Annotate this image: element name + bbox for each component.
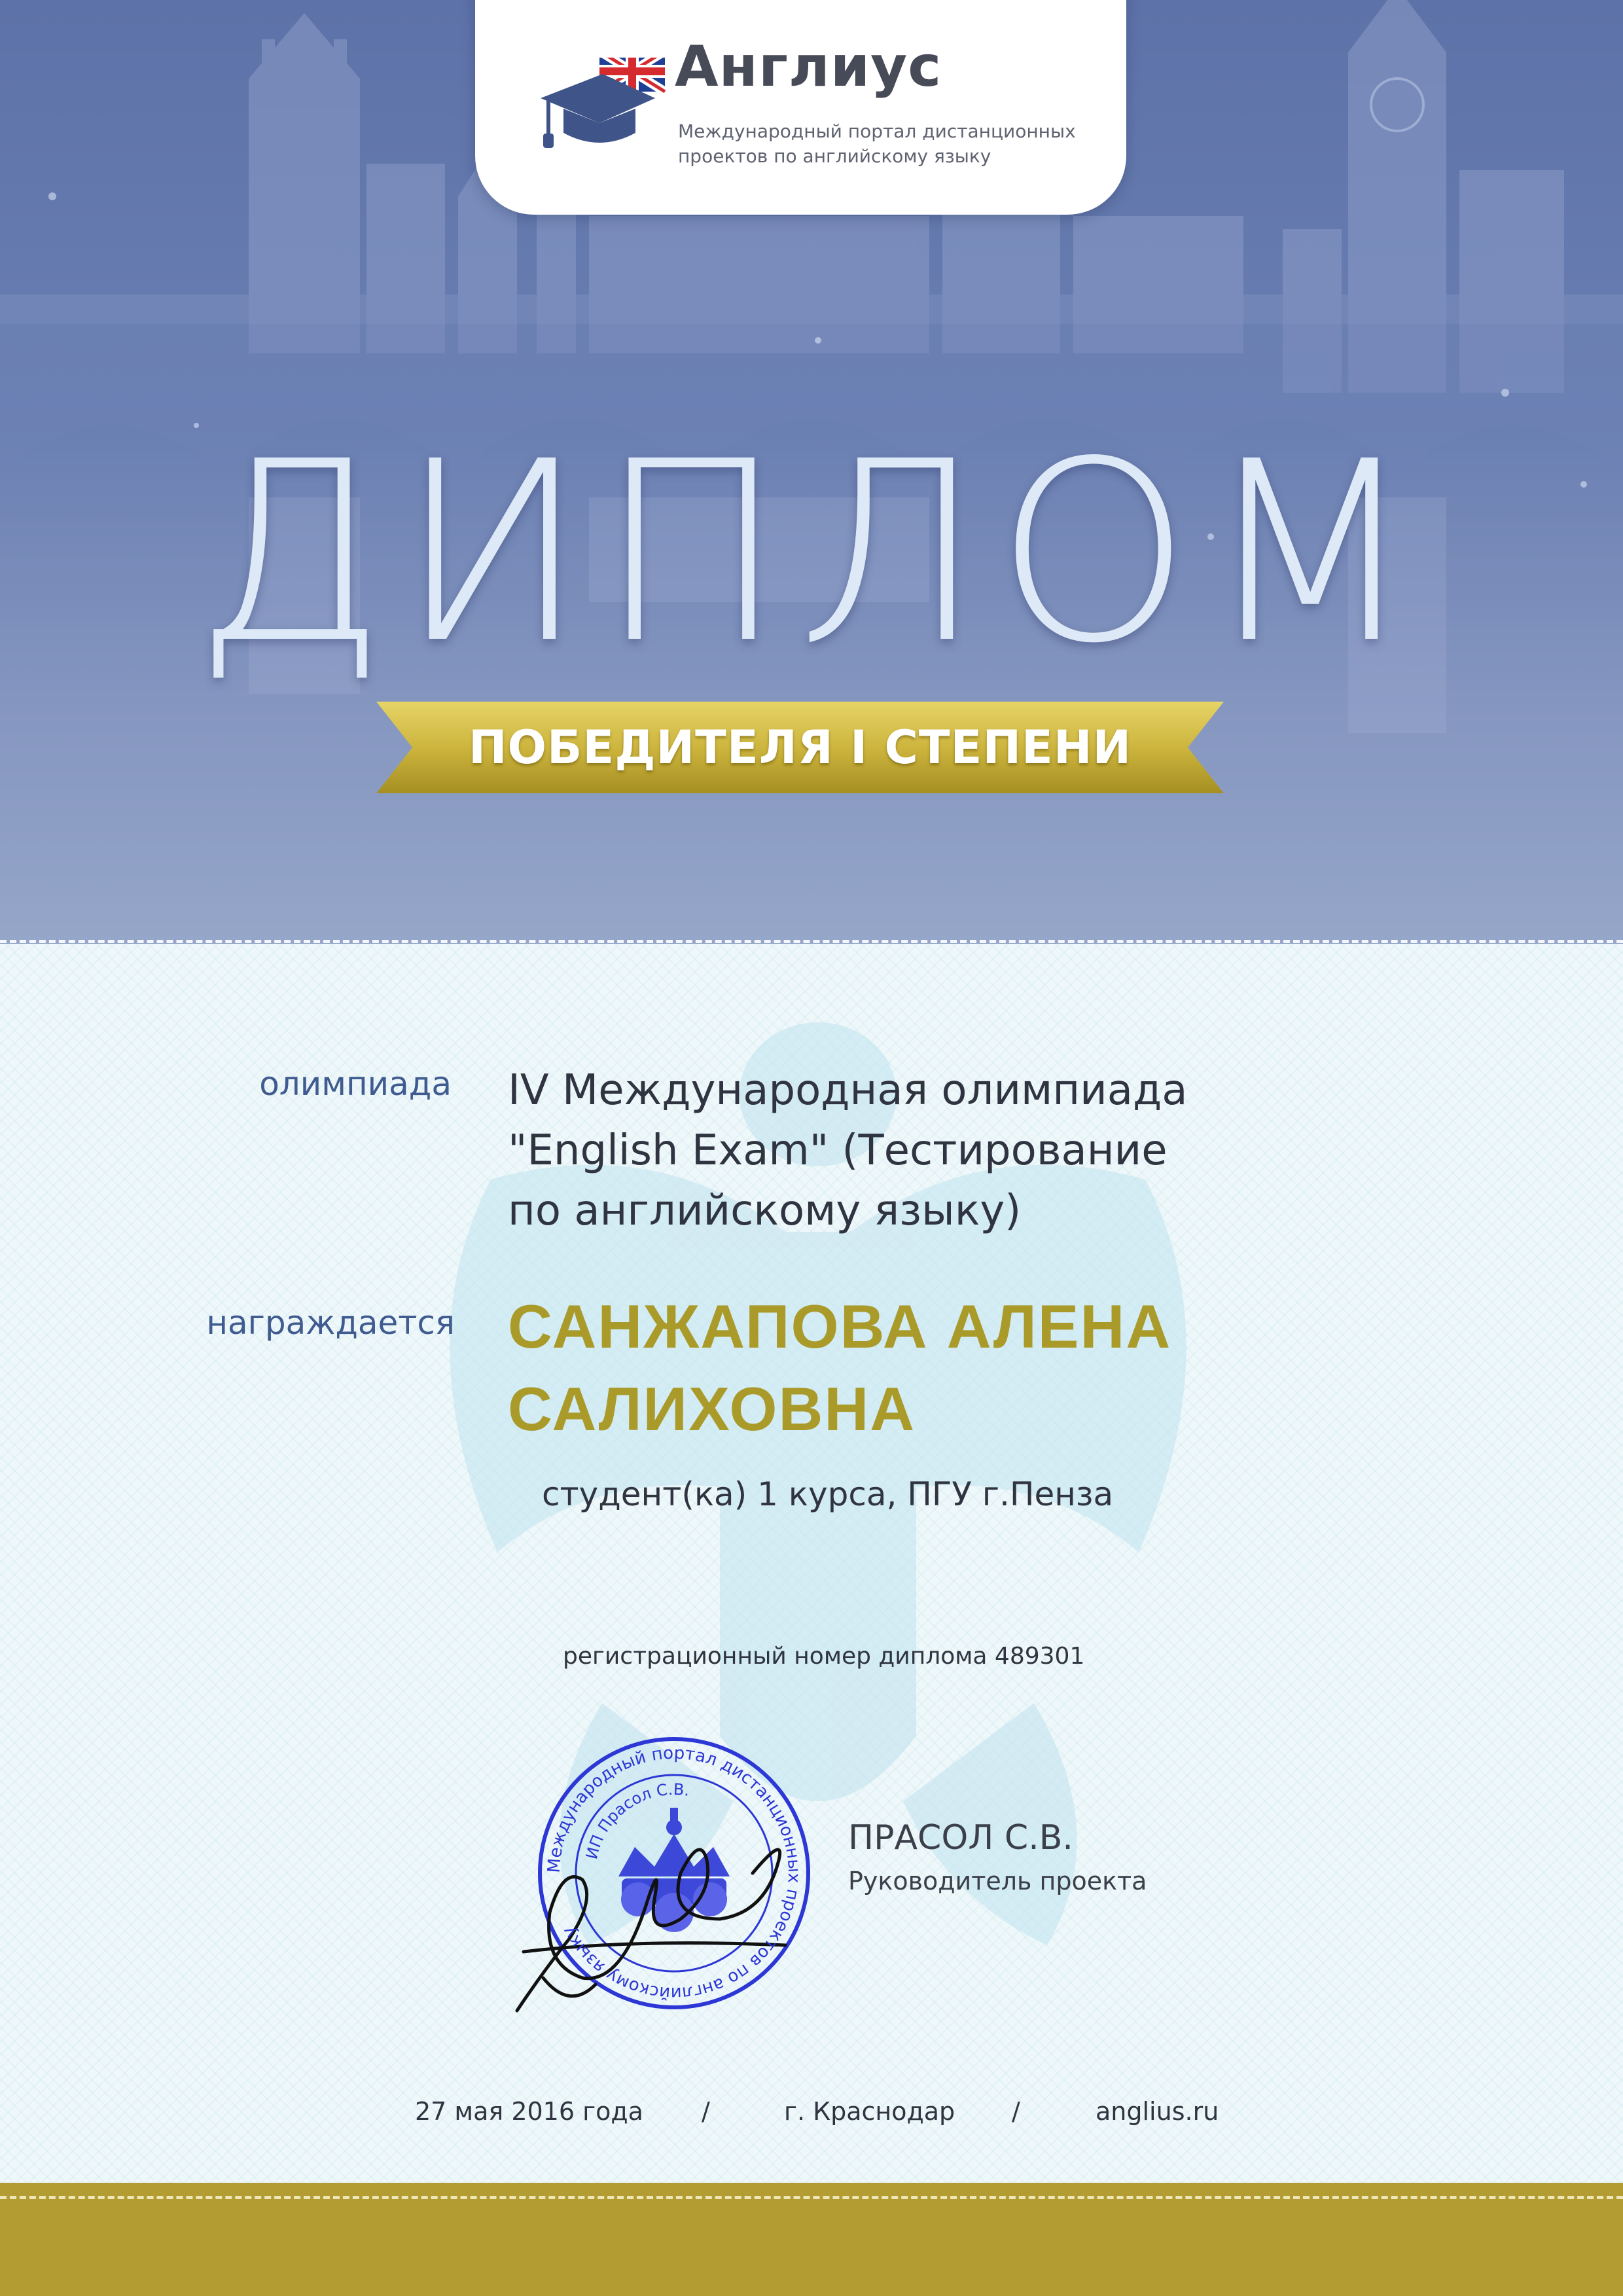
top-dashed-divider bbox=[0, 940, 1623, 943]
brand-tagline-line: проектов по английскому языку bbox=[678, 145, 991, 167]
olympiad-name-line: IV Международная олимпиада bbox=[508, 1066, 1188, 1115]
recipient-position: студент(ка) 1 курса, ПГУ г.Пенза bbox=[542, 1475, 1114, 1513]
brand-name: Англиус bbox=[675, 34, 942, 99]
brand-tagline-line: Международный портал дистанционных bbox=[678, 120, 1076, 142]
stamp-inner-text: ИП Прасол С.В. bbox=[582, 1780, 691, 1861]
olympiad-name-line: по английскому языку) bbox=[508, 1187, 1022, 1235]
award-label: награждается bbox=[206, 1304, 455, 1342]
footer-separator: / bbox=[702, 2097, 710, 2126]
signer-role: Руководитель проекта bbox=[848, 1867, 1147, 1895]
signer-name: ПРАСОЛ С.В. bbox=[848, 1818, 1073, 1857]
olympiad-name-line: "English Exam" (Тестирование bbox=[508, 1126, 1168, 1175]
brand-tagline bbox=[678, 119, 1097, 169]
logo-card bbox=[475, 0, 1126, 215]
issue-date: 27 мая 2016 года bbox=[415, 2097, 643, 2126]
olympiad-label: олимпиада bbox=[259, 1065, 452, 1103]
diploma-title: ДИПЛОМ bbox=[193, 408, 1430, 698]
footer-separator: / bbox=[1012, 2097, 1020, 2126]
issue-city: г. Краснодар bbox=[784, 2097, 955, 2126]
graduation-cap-logo-icon bbox=[541, 58, 671, 156]
recipient-name bbox=[508, 1285, 1489, 1450]
ribbon-text: ПОБЕДИТЕЛЯ I СТЕПЕНИ bbox=[468, 721, 1132, 774]
bottom-dashed-divider bbox=[0, 2196, 1623, 2199]
recipient-name-line: САЛИХОВНА bbox=[508, 1374, 916, 1443]
website-link[interactable]: anglius.ru bbox=[1096, 2097, 1219, 2126]
registration-number: регистрационный номер диплома 489301 bbox=[563, 1643, 1085, 1670]
header-banner bbox=[0, 0, 1623, 944]
recipient-name-line: САНЖАПОВА АЛЕНА bbox=[508, 1292, 1172, 1361]
stamp-outer-text: Международный портал дистанционных проектов по английскому языку bbox=[544, 1743, 804, 2003]
diploma-body bbox=[0, 944, 1623, 2183]
olympiad-name bbox=[508, 1060, 1359, 1241]
bottom-gold-band bbox=[0, 2183, 1623, 2296]
official-stamp bbox=[504, 1703, 844, 2043]
